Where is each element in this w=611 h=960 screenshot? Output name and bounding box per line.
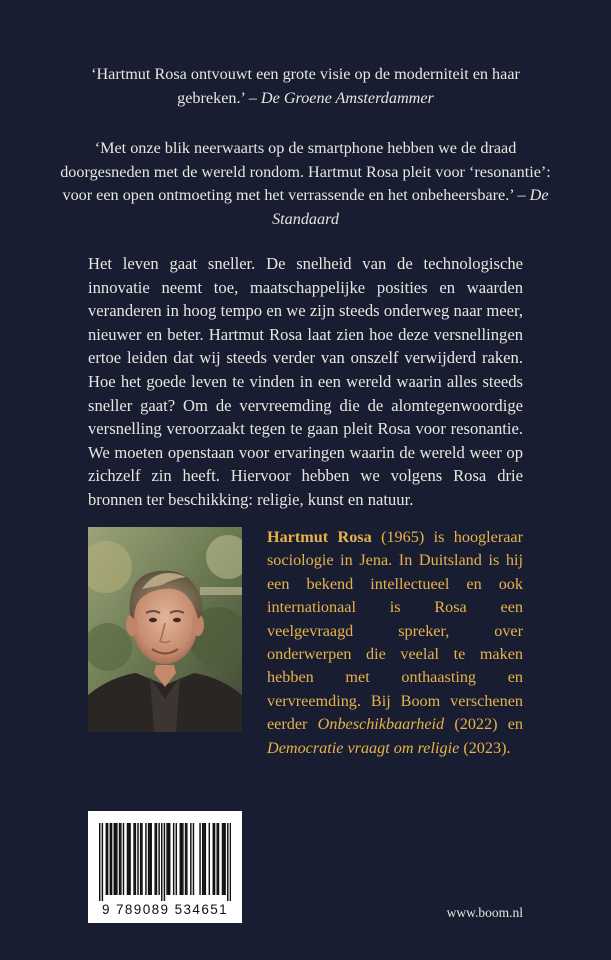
book-blurb: Het leven gaat sneller. De snelheid van de technologische innovatie neemt toe, maatschappelijke posities en waarden veranderen in hoog tempo en we zijn steeds onderweg naar meer, nieuwer en beter. Hartmut Rosa laat zien hoe deze versnellingen ertoe leiden dat wij steeds verder van onszelf verwijderd raken. Hoe het goede leven te vinden in een wereld waarin alles steeds sneller gaat? Om de vervreemding die de alomtegenwoordige versnelling veroorzaakt tegen te gaan pleit Rosa voor resonantie. We moeten openstaan voor ervaringen waarin de wereld weer op zichzelf zin heeft. Hiervoor hebben we volgens Rosa drie bronnen ter beschikking: religie, kunst en natuur. bbox=[88, 254, 523, 509]
barcode-bar bbox=[181, 823, 182, 895]
barcode-bar bbox=[166, 823, 167, 895]
barcode-bar bbox=[137, 823, 138, 895]
barcode-bar bbox=[169, 823, 170, 895]
barcode-bar bbox=[129, 823, 130, 895]
barcode-bar bbox=[115, 823, 116, 895]
quote-text: ‘Hartmut Rosa ontvouwt een grote visie op de moderniteit en haar gebreken.’ – bbox=[91, 65, 520, 107]
publisher-website: www.boom.nl bbox=[446, 905, 523, 920]
barcode-bar bbox=[150, 823, 151, 895]
barcode-bar bbox=[224, 823, 225, 895]
barcode-bar bbox=[203, 823, 204, 895]
barcode-bar bbox=[154, 823, 155, 895]
barcode-bar bbox=[173, 823, 174, 895]
barcode-bar bbox=[140, 823, 141, 895]
review-quote-standaard bbox=[60, 137, 551, 231]
barcode-bar bbox=[185, 823, 186, 895]
barcode-bar bbox=[114, 823, 115, 895]
barcode-bar bbox=[227, 823, 228, 901]
barcode-bar bbox=[116, 823, 117, 895]
barcode-bar bbox=[99, 823, 100, 901]
barcode-bar bbox=[148, 823, 149, 895]
barcode-bar bbox=[133, 823, 134, 895]
barcode-bar bbox=[111, 823, 112, 895]
barcode-bar bbox=[213, 823, 214, 895]
barcode-bar bbox=[209, 823, 210, 895]
barcode-bar bbox=[216, 823, 217, 895]
barcode-bar bbox=[230, 823, 231, 901]
barcode-bars bbox=[99, 823, 231, 901]
barcode-bar bbox=[223, 823, 224, 895]
barcode-bar bbox=[110, 823, 111, 895]
barcode-bar bbox=[202, 823, 203, 895]
barcode-bar bbox=[193, 823, 194, 895]
barcode-bar bbox=[127, 823, 128, 895]
barcode-bar bbox=[186, 823, 187, 895]
barcode-bar bbox=[102, 823, 103, 901]
barcode-bar bbox=[123, 823, 124, 895]
barcode-bar bbox=[120, 823, 121, 895]
book-title-onbeschikbaarheid: Onbeschikbaarheid bbox=[317, 715, 445, 734]
barcode-bar bbox=[128, 823, 129, 895]
author-name: Hartmut Rosa bbox=[267, 528, 372, 546]
barcode-bar bbox=[218, 823, 219, 895]
author-bio bbox=[267, 526, 523, 760]
barcode-bar bbox=[106, 823, 107, 895]
barcode-bar bbox=[182, 823, 183, 895]
isbn-number: 9 789089 534651 bbox=[101, 902, 229, 917]
barcode-bar bbox=[168, 823, 169, 895]
author-photo bbox=[88, 527, 242, 732]
barcode bbox=[88, 811, 242, 923]
barcode-bar bbox=[176, 823, 177, 895]
quote-text: ‘Met onze blik neerwaarts op de smartphone hebben we de draad doorgesneden met de wereld rondom. Hartmut Rosa pleit voor ‘resonantie’: voor een open ontmoeting met het verrassende en het onbeheersbare.’ – bbox=[60, 139, 551, 204]
barcode-bar bbox=[214, 823, 215, 895]
barcode-bar bbox=[180, 823, 181, 895]
barcode-bar bbox=[164, 823, 165, 901]
barcode-bar bbox=[156, 823, 157, 895]
quote-source: De Standaard bbox=[272, 186, 549, 228]
barcode-bar bbox=[145, 823, 146, 895]
barcode-bar bbox=[135, 823, 136, 895]
barcode-bar bbox=[190, 823, 191, 895]
barcode-bar bbox=[119, 823, 120, 895]
bio-text: (2022) en bbox=[454, 715, 524, 734]
bio-text: (2023). bbox=[463, 738, 511, 757]
barcode-bar bbox=[141, 823, 142, 895]
barcode-bar bbox=[222, 823, 223, 895]
barcode-bar bbox=[107, 823, 108, 895]
barcode-bar bbox=[199, 823, 200, 895]
quote-source: De Groene Amsterdammer bbox=[260, 88, 434, 107]
barcode-bar bbox=[205, 823, 206, 895]
barcode-bar bbox=[158, 823, 159, 895]
bio-text: (1965) is hoogleraar sociologie in Jena. In Duitsland is hij een bekend intellectueel en ook internationaal is Rosa een veelgevraagd spreker, over onderwerpen die veelal te maken hebben met onthaasting en vervreemding. Bij Boom verschenen eerder bbox=[267, 528, 523, 734]
review-quote-groene bbox=[60, 63, 551, 110]
book-title-democratie: Democratie vraagt om religie bbox=[267, 738, 460, 757]
barcode-bar bbox=[161, 823, 162, 901]
barcode-bar bbox=[149, 823, 150, 895]
